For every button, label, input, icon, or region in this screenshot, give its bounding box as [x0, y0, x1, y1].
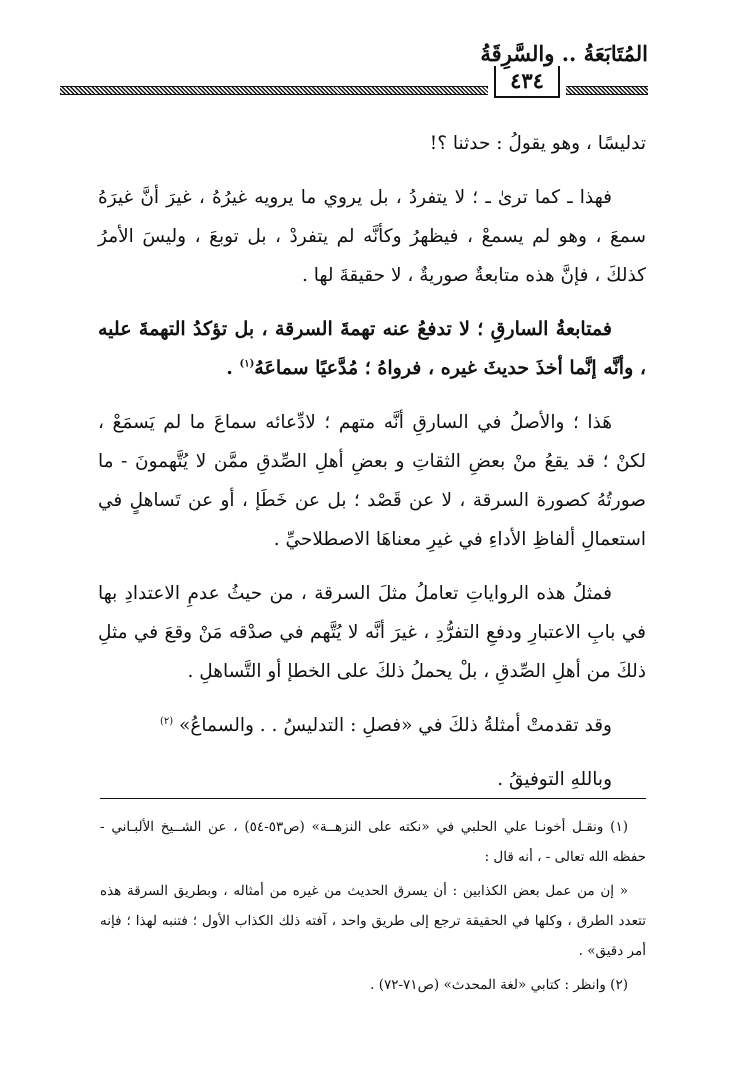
- footnote-separator: [100, 798, 646, 799]
- footnote-marker-1[interactable]: (١): [239, 358, 255, 370]
- running-title: المُتَابَعَةُ .. والسَّرِقَةُ: [480, 41, 648, 66]
- header-rule-left: [60, 86, 488, 95]
- footnotes: [100, 812, 646, 1004]
- paragraph-6-text: وقد تقدمتْ أمثلةُ ذلكَ في «فصلِ : التدليسُ . . والسماعُ»: [179, 715, 612, 736]
- paragraph-3-bold: [98, 310, 646, 388]
- paragraph-5: فمثلُ هذه الرواياتِ تعاملُ مثلَ السرقة ، من حيثُ عدمِ الاعتدادِ بها في بابِ الاعتبارِ ودفعِ التفرُّدِ ، غيرَ أنَّه لا يُتَّهم في صدْقه مَنْ وقعَ في مثلِ ذلكَ من أهلِ الصِّدقِ ، بلْ يحملُ ذلكَ على الخطإ أو التَّساهلِ .: [98, 583, 646, 682]
- paragraph-4: هَذا ؛ والأصلُ في السارقِ أنَّه متهم ؛ لادِّعائه سماعَ ما لم يَسمَعْ ، لكنْ ؛ قد يقعُ منْ بعضِ الثقاتِ و بعضِ أهلِ الصِّدقِ ممَّن لا يُتَّهمونَ - ما صورتُهُ كصورة السرقة ، لا عن قَصْد ؛ بل عن خَطَإ ، أو عن تَساهلٍ في استعمالِ ألفاظِ الأداءِ في غيرِ معناهَا الاصطلاحيِّ .: [98, 412, 646, 550]
- main-text: [98, 124, 646, 814]
- paragraph-1: تدليسًا ، وهو يقولُ : حدثنا ؟!: [429, 133, 646, 154]
- paragraph-6: [98, 706, 646, 745]
- footnote-1-intro: (١) ونقـل أخونـا علي الحلبي في «نكته على النزهــة» (ص٥٣-٥٤) ، عن الشــيخ الألبـاني - حفظه الله تعالى - ، أنه قال :: [100, 819, 646, 865]
- paragraph-7: وباللهِ التوفيقُ .: [497, 769, 612, 790]
- footnote-2: (٢) وانظر : كتابي «لغة المحدث» (ص٧١-٧٢) .: [370, 977, 628, 993]
- page-number: ٤٣٤: [494, 66, 560, 98]
- header-rule-right: [566, 86, 648, 95]
- paragraph-3-end: .: [226, 357, 233, 379]
- paragraph-2: فهذا ـ كما ترىٰ ـ ؛ لا يتفردُ ، بل يروي ما يرويه غيرُهُ ، غيرَ أنَّ غيرَهُ سمعَ ، وهو لم يسمعْ ، فيظهرُ وكأنَّه لم يتفردْ ، بل توبعَ ، وليسَ الأمرُ كذلكَ ، فإنَّ هذه متابعةٌ صوريةٌ ، لا حقيقةَ لها .: [98, 187, 646, 286]
- footnote-1-quote: « إن من عمل بعض الكذابين : أن يسرق الحديث من غيره من أمثاله ، وبطريق السرقة هذه تتعدد الطرق ، وكلها في الحقيقة ترجع إلى طريق واحد ، آفته ذلك الكذاب الأول ؛ فتنبه لهذا ؛ فإنه أمر دقيق» .: [100, 883, 646, 959]
- paragraph-3-text: فمتابعةُ السارقِ ؛ لا تدفعُ عنه تهمةَ السرقة ، بل تؤكدُ التهمةَ عليه ، وأنَّه إنَّما أخذَ حديثَ غيره ، فرواهُ ؛ مُدَّعيًا سماعَهُ: [98, 318, 646, 379]
- footnote-marker-2[interactable]: (٢): [159, 715, 174, 727]
